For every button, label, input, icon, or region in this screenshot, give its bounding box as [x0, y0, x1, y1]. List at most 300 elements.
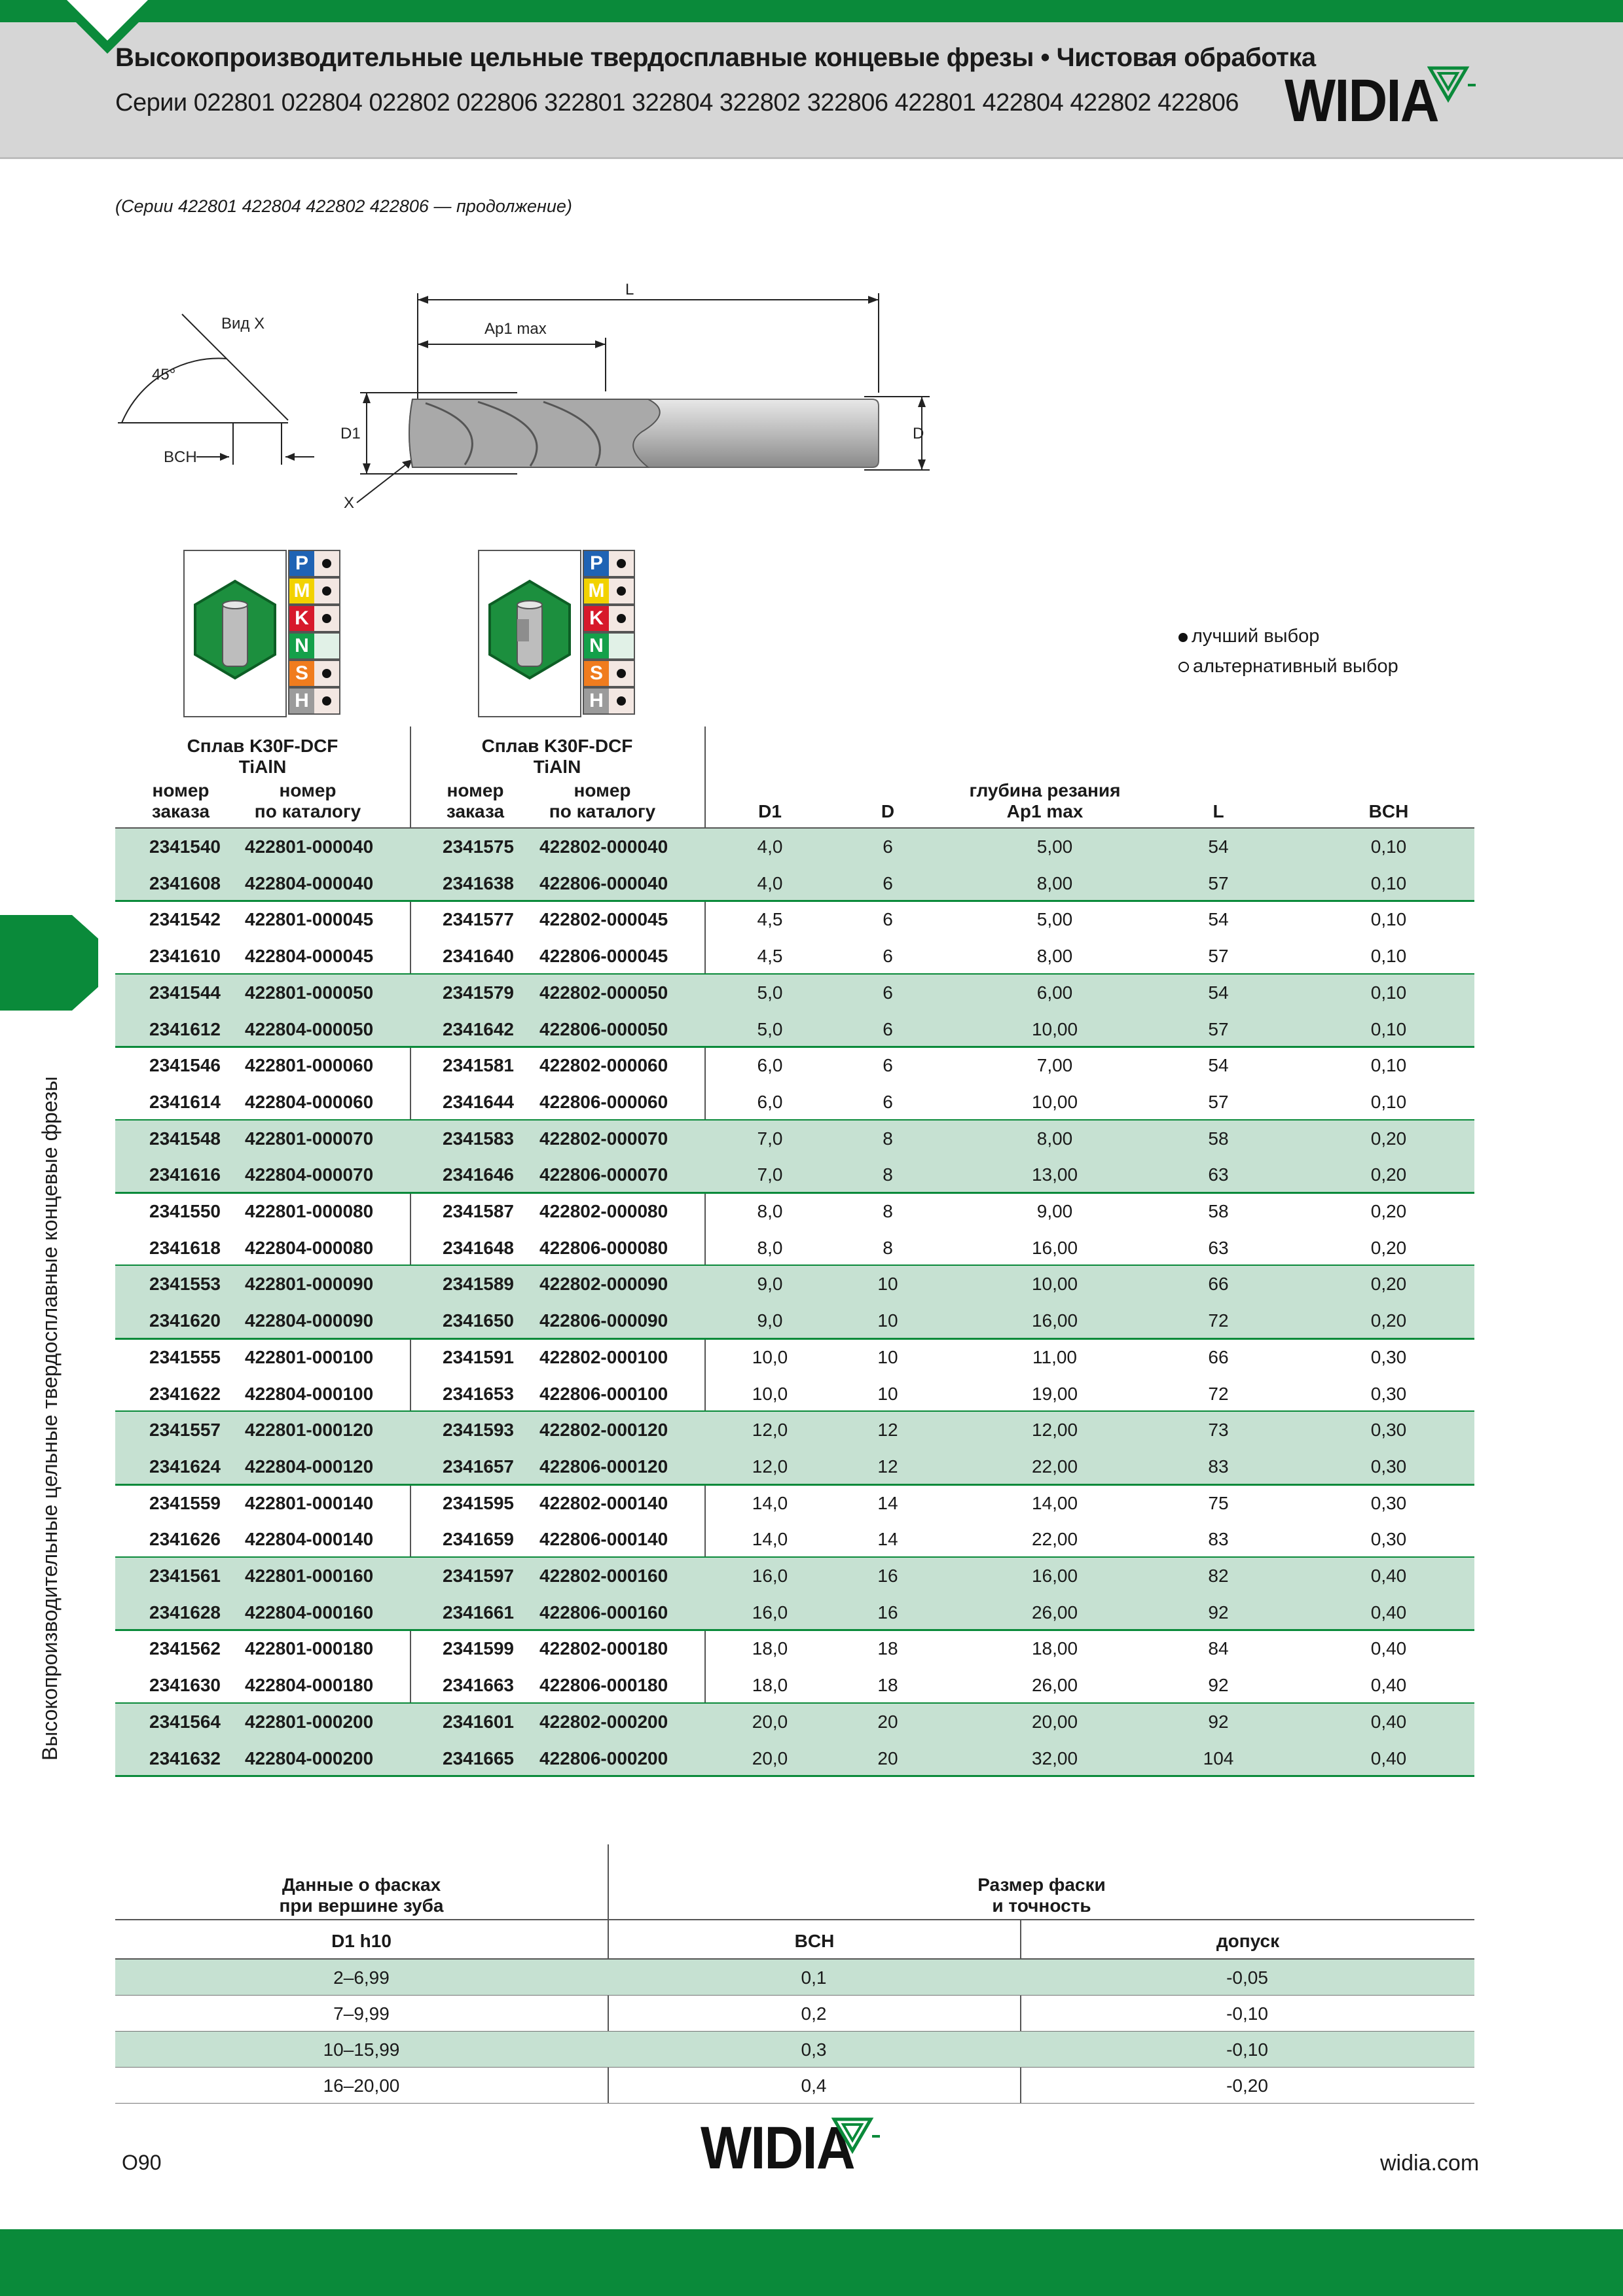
table-cell: 422806-000045	[539, 946, 668, 967]
table-cell: 11,00	[1032, 1346, 1077, 1367]
table-cell: 20	[877, 1711, 898, 1732]
table-row	[115, 1704, 1474, 1740]
table-cell: 4,0	[757, 872, 783, 893]
table-cell: 422806-000060	[539, 1091, 668, 1112]
table-cell: 2341616	[149, 1164, 221, 1185]
header-text: номер	[279, 780, 337, 800]
table-cell: 12	[877, 1420, 898, 1441]
table-cell: 2341630	[149, 1675, 221, 1696]
table-cell: 16–20,00	[323, 2075, 400, 2096]
table-cell: 2341610	[149, 946, 221, 967]
table-cell: 14,0	[752, 1492, 788, 1513]
table-cell: 2341642	[443, 1018, 515, 1039]
table-cell: 92	[1208, 1711, 1229, 1732]
table-cell: 0,2	[801, 2003, 827, 2024]
side-section-label: Высокопроизводительные цельные твердосплавные концевые фрезы	[38, 1076, 62, 1761]
chamfer-rule	[115, 1919, 1474, 1920]
material-rating	[609, 689, 634, 713]
table-cell: 5,0	[757, 1018, 783, 1039]
table-cell: 6	[883, 909, 893, 930]
table-cell: 8,00	[1036, 1128, 1073, 1149]
table-cell: 0,30	[1370, 1346, 1407, 1367]
widia-triangle-icon	[831, 2115, 884, 2155]
table-cell: 0,40	[1370, 1711, 1407, 1732]
header-text: заказа	[446, 801, 505, 821]
table-row	[115, 1230, 1474, 1266]
table-row	[115, 1266, 1474, 1302]
table-cell: 54	[1208, 1055, 1229, 1076]
table-cell: 2341591	[443, 1346, 515, 1367]
table-cell: 8	[883, 1201, 893, 1221]
table-cell: 2341581	[443, 1055, 515, 1076]
table-cell: 10,00	[1031, 1018, 1078, 1039]
table-cell: -0,10	[1226, 2003, 1268, 2024]
material-rating	[314, 661, 339, 686]
material-cell	[288, 550, 340, 577]
header-d1: D1	[758, 801, 782, 821]
table-cell: 6	[883, 836, 893, 857]
table-cell: 20,0	[752, 1711, 788, 1732]
legend-best-label: лучший выбор	[1192, 626, 1320, 647]
material-cell	[288, 577, 340, 605]
table-cell: 2341546	[149, 1055, 221, 1076]
table-row	[115, 1448, 1474, 1485]
table-cell: 2341644	[443, 1091, 515, 1112]
header-catalog-no	[242, 780, 373, 822]
table-cell: 422801-000070	[245, 1128, 374, 1149]
table-cell: 2341624	[149, 1456, 221, 1477]
table-cell: 6	[883, 946, 893, 967]
table-cell: 6	[883, 1091, 893, 1112]
logo-wordmark: WIDIA	[701, 2115, 854, 2181]
header-text: при вершине зуба	[279, 1895, 444, 1916]
material-letter: K	[289, 606, 314, 631]
table-cell: 422806-000120	[539, 1456, 668, 1477]
table-cell: 2341583	[443, 1128, 515, 1149]
table-cell: 7,00	[1036, 1055, 1073, 1076]
table-cell: 92	[1208, 1602, 1229, 1623]
header-text: номер	[152, 780, 210, 800]
table-cell: 422802-000200	[539, 1711, 668, 1732]
filled-dot-icon	[322, 614, 331, 623]
table-row	[115, 975, 1474, 1011]
material-letter: H	[584, 689, 609, 713]
table-cell: 0,40	[1370, 1566, 1407, 1586]
table-cell: 19,00	[1031, 1383, 1078, 1404]
table-cell: 57	[1208, 872, 1229, 893]
table-cell: 10,0	[752, 1383, 788, 1404]
table-cell: 0,30	[1370, 1383, 1407, 1404]
table-cell: 422802-000045	[539, 909, 668, 930]
table-cell: 83	[1208, 1456, 1229, 1477]
table-cell: 2341648	[443, 1237, 515, 1258]
table-cell: 422806-000140	[539, 1529, 668, 1550]
table-cell: 4,5	[757, 909, 783, 930]
legend-best	[1178, 626, 1319, 647]
hollow-dot-icon	[1178, 662, 1189, 672]
table-cell: 8,00	[1036, 946, 1073, 967]
table-cell: 422806-000180	[539, 1675, 668, 1696]
material-cell	[288, 660, 340, 687]
footer-logo	[701, 2115, 871, 2181]
table-cell: 6	[883, 1055, 893, 1076]
table-cell: 63	[1208, 1164, 1229, 1185]
table-cell: 2341626	[149, 1529, 221, 1550]
table-cell: 73	[1208, 1420, 1229, 1441]
header-order-no	[429, 780, 521, 822]
table-cell: 13,00	[1031, 1164, 1078, 1185]
label-x: X	[344, 494, 355, 512]
table-row	[115, 938, 1474, 975]
table-cell: 2341665	[443, 1748, 515, 1768]
table-cell: 2341587	[443, 1201, 515, 1221]
table-cell: 32,00	[1031, 1748, 1078, 1768]
table-cell: 422804-000070	[245, 1164, 374, 1185]
header-order-no	[135, 780, 227, 822]
table-cell: 82	[1208, 1566, 1229, 1586]
table-cell: 8	[883, 1164, 893, 1185]
table-cell: 7,0	[757, 1128, 783, 1149]
table-cell: 54	[1208, 836, 1229, 857]
table-cell: 422801-000160	[245, 1566, 374, 1586]
label-bch: BCH	[164, 448, 197, 466]
material-rating	[609, 661, 634, 686]
table-cell: 0,10	[1370, 1055, 1407, 1076]
table-cell: 422801-000200	[245, 1711, 374, 1732]
material-letter: H	[289, 689, 314, 713]
table-cell: 0,30	[1370, 1420, 1407, 1441]
table-cell: 54	[1208, 909, 1229, 930]
chamfer-h3: допуск	[1216, 1931, 1280, 1951]
tool-diagram	[98, 275, 949, 524]
material-cell	[583, 550, 635, 577]
material-rating	[314, 634, 339, 658]
table-cell: 0,40	[1370, 1675, 1407, 1696]
table-cell: 422804-000050	[245, 1018, 374, 1039]
table-cell: 66	[1208, 1346, 1229, 1367]
header-text: Размер фаски	[977, 1874, 1106, 1895]
table-cell: 2341575	[443, 836, 515, 857]
table-cell: -0,20	[1226, 2075, 1268, 2096]
table-cell: 422804-000160	[245, 1602, 374, 1623]
table-cell: 2341659	[443, 1529, 515, 1550]
header-ap1	[947, 780, 1143, 822]
table-cell: 26,00	[1031, 1602, 1078, 1623]
header-text: и точность	[992, 1895, 1091, 1916]
table-cell: 2341595	[443, 1492, 515, 1513]
bottom-green-bar	[0, 2229, 1623, 2296]
table-cell: 6,00	[1036, 982, 1073, 1003]
table-row	[115, 1193, 1474, 1230]
filled-dot-icon	[322, 696, 331, 706]
filled-dot-icon	[322, 586, 331, 596]
table-cell: 2341553	[149, 1274, 221, 1295]
tool-image-frame	[183, 550, 287, 717]
table-cell: 54	[1208, 982, 1229, 1003]
square-end-tool-icon	[185, 551, 285, 716]
material-rating	[609, 606, 634, 631]
table-cell: 422806-000070	[539, 1164, 668, 1185]
material-cell	[583, 605, 635, 632]
table-cell: 12,00	[1031, 1420, 1078, 1441]
table-cell: 422801-000050	[245, 982, 374, 1003]
table-row	[115, 1521, 1474, 1558]
material-letter: P	[289, 551, 314, 576]
header-text: Ap1 max	[1006, 801, 1084, 821]
label-view-x: Вид X	[221, 315, 265, 332]
table-cell: 57	[1208, 1091, 1229, 1112]
table-cell: 57	[1208, 1018, 1229, 1039]
legend-alt	[1178, 656, 1398, 677]
table-cell: 2341540	[149, 836, 221, 857]
table-cell: 26,00	[1031, 1675, 1078, 1696]
table-row	[115, 1339, 1474, 1376]
table-cell: 12,0	[752, 1420, 788, 1441]
page-number: O90	[122, 2151, 162, 2174]
table-row	[115, 1412, 1474, 1448]
table-cell: 422804-000045	[245, 946, 374, 967]
table-row	[115, 1594, 1474, 1631]
table-row	[115, 1157, 1474, 1193]
table-cell: 422804-000040	[245, 872, 374, 893]
table-cell: 422806-000160	[539, 1602, 668, 1623]
table-cell: 0,10	[1370, 946, 1407, 967]
table-cell: 2341608	[149, 872, 221, 893]
table-cell: 6,0	[757, 1091, 783, 1112]
header-text: по каталогу	[254, 801, 361, 821]
table-cell: 8,0	[757, 1237, 783, 1258]
table-cell: 422806-000040	[539, 872, 668, 893]
table-cell: 2341663	[443, 1675, 515, 1696]
material-cell	[583, 632, 635, 660]
table-cell: 2341640	[443, 946, 515, 967]
chamfer-h2: BCH	[794, 1931, 835, 1951]
table-cell: 422804-000180	[245, 1675, 374, 1696]
table-cell: 10–15,99	[323, 2039, 400, 2060]
header-text: по каталогу	[549, 801, 656, 821]
material-letter: S	[289, 661, 314, 686]
table-cell: -0,05	[1226, 1967, 1268, 1988]
label-angle: 45°	[152, 366, 176, 384]
table-cell: 6	[883, 1018, 893, 1039]
material-letter: N	[584, 634, 609, 658]
header-bch: BCH	[1368, 801, 1409, 821]
table-cell: 2341564	[149, 1711, 221, 1732]
table-cell: 10,00	[1031, 1091, 1078, 1112]
table-cell: 422802-000050	[539, 982, 668, 1003]
material-letter: N	[289, 634, 314, 658]
table-cell: 6	[883, 982, 893, 1003]
chamfer-row	[115, 2068, 1474, 2104]
chamfer-row	[115, 1996, 1474, 2032]
table-cell: 0,40	[1370, 1748, 1407, 1768]
table-cell: 16,00	[1031, 1566, 1078, 1586]
filled-dot-icon	[617, 669, 626, 678]
table-cell: 8	[883, 1237, 893, 1258]
table-cell: 2341657	[443, 1456, 515, 1477]
material-cell	[583, 660, 635, 687]
table-cell: 0,20	[1370, 1237, 1407, 1258]
side-tab	[0, 915, 98, 1011]
material-rating	[314, 579, 339, 603]
table-cell: 22,00	[1031, 1529, 1078, 1550]
table-cell: 10,0	[752, 1346, 788, 1367]
table-cell: 9,0	[757, 1310, 783, 1331]
table-cell: 0,1	[801, 1967, 827, 1988]
header-text: заказа	[151, 801, 210, 821]
table-cell: 0,20	[1370, 1274, 1407, 1295]
table-cell: 22,00	[1031, 1456, 1078, 1477]
table-cell: 422804-000120	[245, 1456, 374, 1477]
table-cell: 72	[1208, 1310, 1229, 1331]
table-cell: 2341542	[149, 909, 221, 930]
page-title: Высокопроизводительные цельные твердосплавные концевые фрезы • Чистовая обработка	[115, 43, 1316, 72]
label-l: L	[625, 281, 634, 298]
table-cell: 2–6,99	[333, 1967, 390, 1988]
table-cell: 4,0	[757, 836, 783, 857]
table-cell: 422802-000040	[539, 836, 668, 857]
filled-dot-icon	[617, 614, 626, 623]
table-cell: 75	[1208, 1492, 1229, 1513]
table-cell: 104	[1203, 1748, 1234, 1768]
table-cell: 58	[1208, 1128, 1229, 1149]
table-cell: 0,20	[1370, 1310, 1407, 1331]
chamfer-left-title	[115, 1874, 608, 1916]
table-cell: 14,00	[1031, 1492, 1078, 1513]
table-cell: 422802-000140	[539, 1492, 668, 1513]
table-cell: 2341632	[149, 1748, 221, 1768]
table-row	[115, 1630, 1474, 1667]
table-cell: 9,00	[1036, 1201, 1073, 1221]
table-cell: 2341589	[443, 1274, 515, 1295]
material-rating	[314, 606, 339, 631]
table-cell: 422804-000060	[245, 1091, 374, 1112]
table-cell: 422801-000060	[245, 1055, 374, 1076]
table-cell: 422802-000120	[539, 1420, 668, 1441]
table-cell: 16,00	[1031, 1237, 1078, 1258]
table-cell: 2341612	[149, 1018, 221, 1039]
table-cell: 5,0	[757, 982, 783, 1003]
table-cell: 2341650	[443, 1310, 515, 1331]
table-cell: 0,10	[1370, 982, 1407, 1003]
table-cell: 2341562	[149, 1638, 221, 1659]
alloy-left: Сплав K30F-DCF	[187, 736, 338, 756]
table-cell: 422806-000100	[539, 1383, 668, 1404]
table-cell: 0,40	[1370, 1638, 1407, 1659]
alloy-right: Сплав K30F-DCF	[481, 736, 633, 756]
label-d1: D1	[340, 425, 361, 442]
table-cell: 20,00	[1031, 1711, 1078, 1732]
table-cell: 5,00	[1036, 836, 1073, 857]
table-cell: 4,5	[757, 946, 783, 967]
header-text: номер	[574, 780, 631, 800]
table-cell: 14,0	[752, 1529, 788, 1550]
table-cell: 2341555	[149, 1346, 221, 1367]
table-cell: 2341597	[443, 1566, 515, 1586]
header-catalog-no	[537, 780, 668, 822]
table-cell: 2341559	[149, 1492, 221, 1513]
table-cell: 2341638	[443, 872, 515, 893]
legend-alt-label: альтернативный выбор	[1193, 656, 1398, 677]
table-cell: 0,30	[1370, 1456, 1407, 1477]
material-letter: P	[584, 551, 609, 576]
table-cell: 422801-000100	[245, 1346, 374, 1367]
table-cell: 0,20	[1370, 1128, 1407, 1149]
filled-dot-icon	[617, 696, 626, 706]
table-cell: 0,10	[1370, 872, 1407, 893]
table-cell: 2341557	[149, 1420, 221, 1441]
table-cell: 422806-000050	[539, 1018, 668, 1039]
table-cell: 8	[883, 1128, 893, 1149]
alloy-left-header	[148, 736, 377, 778]
group-separator	[115, 1775, 1474, 1777]
table-cell: 0,3	[801, 2039, 827, 2060]
table-cell: 422801-000120	[245, 1420, 374, 1441]
table-cell: 0,20	[1370, 1201, 1407, 1221]
chamfer-row	[115, 1960, 1474, 1996]
table-cell: 422802-000080	[539, 1201, 668, 1221]
table-cell: 422804-000200	[245, 1748, 374, 1768]
table-cell: 422806-000080	[539, 1237, 668, 1258]
table-cell: 2341599	[443, 1638, 515, 1659]
subheading: (Серии 422801 422804 422802 422806 — продолжение)	[115, 196, 572, 216]
table-cell: 0,4	[801, 2075, 827, 2096]
table-cell: 422806-000090	[539, 1310, 668, 1331]
table-cell: 0,40	[1370, 1602, 1407, 1623]
filled-dot-icon	[322, 559, 331, 568]
series-list: Серии 022801 022804 022802 022806 322801 322804 322802 322806 422801 422804 422802 422806	[115, 89, 1239, 117]
table-cell: 5,00	[1036, 909, 1073, 930]
material-cell	[288, 605, 340, 632]
header-text: Данные о фасках	[282, 1874, 441, 1895]
table-cell: 0,10	[1370, 909, 1407, 930]
table-cell: 0,10	[1370, 1091, 1407, 1112]
table-row	[115, 1558, 1474, 1594]
table-cell: 20	[877, 1748, 898, 1768]
table-cell: 9,0	[757, 1274, 783, 1295]
table-cell: 422804-000080	[245, 1237, 374, 1258]
table-cell: 2341593	[443, 1420, 515, 1441]
table-cell: 422804-000090	[245, 1310, 374, 1331]
logo-wordmark: WIDIA	[1285, 67, 1438, 134]
alloy-right-header	[443, 736, 672, 778]
table-cell: 2341628	[149, 1602, 221, 1623]
table-row	[115, 1011, 1474, 1048]
table-cell: 2341548	[149, 1128, 221, 1149]
material-box-right	[478, 550, 635, 717]
material-rating	[609, 579, 634, 603]
table-cell: 12	[877, 1456, 898, 1477]
table-cell: 12,0	[752, 1456, 788, 1477]
table-cell: 2341561	[149, 1566, 221, 1586]
table-cell: 422802-000060	[539, 1055, 668, 1076]
table-cell: 18,0	[752, 1638, 788, 1659]
material-letter: S	[584, 661, 609, 686]
material-cell	[583, 687, 635, 715]
table-row	[115, 1302, 1474, 1339]
chamfer-row	[115, 2032, 1474, 2068]
table-cell: 10	[877, 1383, 898, 1404]
footer-url[interactable]: widia.com	[1380, 2151, 1480, 2176]
table-cell: 422801-000080	[245, 1201, 374, 1221]
table-cell: 18,0	[752, 1675, 788, 1696]
table-cell: 2341601	[443, 1711, 515, 1732]
table-cell: 10	[877, 1274, 898, 1295]
header-l: L	[1213, 801, 1224, 821]
table-row	[115, 1121, 1474, 1157]
material-letter: M	[584, 579, 609, 603]
chamfer-right-title	[609, 1874, 1474, 1916]
